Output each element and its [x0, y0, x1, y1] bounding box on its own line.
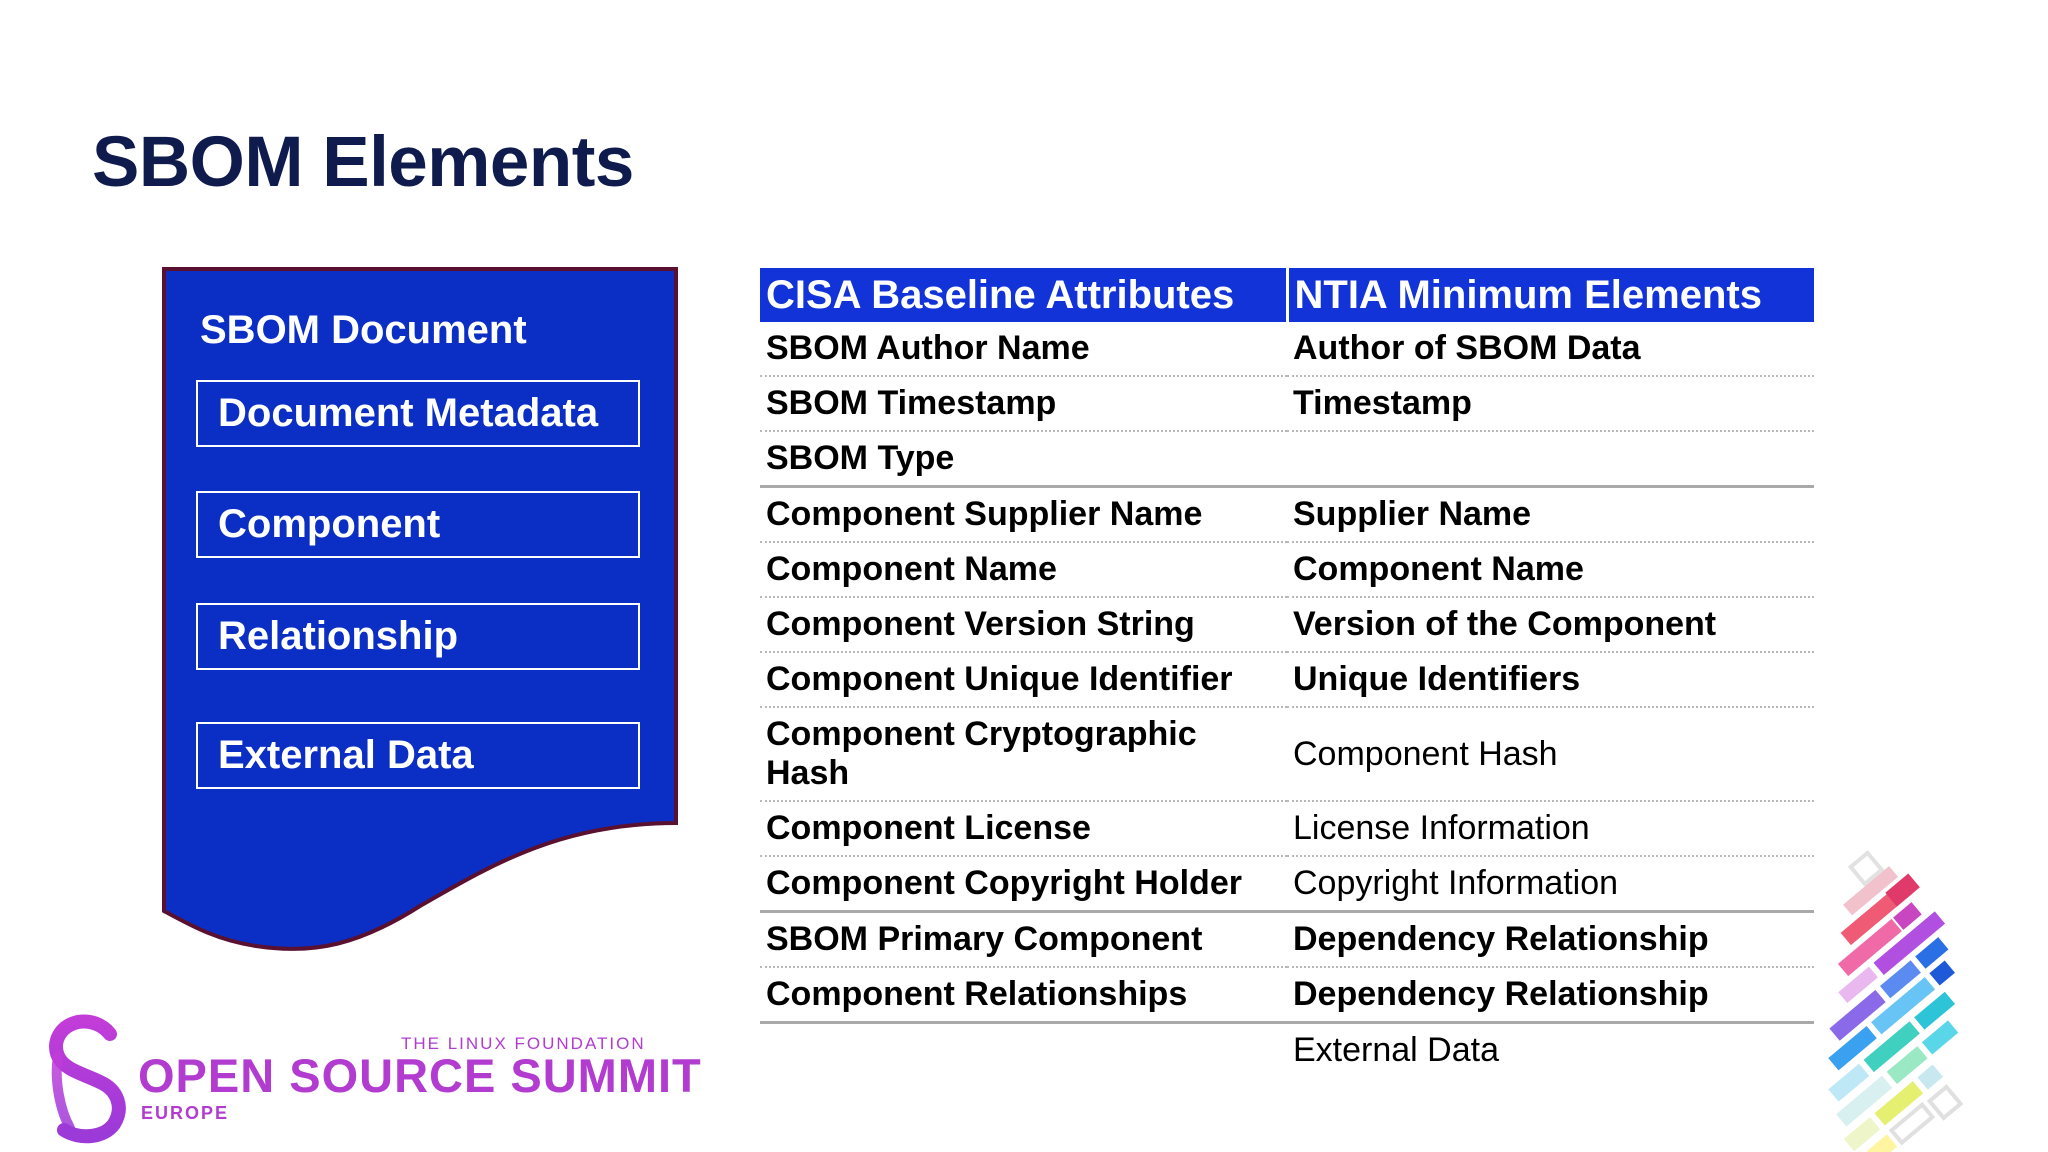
cisa-cell: Component Unique Identifier	[760, 652, 1287, 707]
table-row	[760, 1023, 1814, 1078]
table-row	[760, 322, 1814, 376]
ntia-cell	[1287, 431, 1814, 487]
ntia-cell: Unique Identifiers	[1287, 652, 1814, 707]
ntia-cell: Version of the Component	[1287, 597, 1814, 652]
header-cisa-baseline: CISA Baseline Attributes	[760, 268, 1287, 322]
ntia-cell: External Data	[1293, 1031, 1499, 1069]
table-row	[760, 707, 1814, 801]
external-data-box: External Data	[196, 722, 640, 789]
open-source-summit-logo-icon	[40, 1010, 140, 1150]
table-row	[760, 967, 1814, 1023]
table-row	[760, 856, 1814, 912]
ntia-cell: Component Name	[1287, 542, 1814, 597]
table-row	[760, 431, 1814, 487]
table-row	[760, 912, 1814, 968]
cisa-cell: SBOM Timestamp	[760, 376, 1287, 431]
component-box: Component	[196, 491, 640, 558]
ntia-cell: Copyright Information	[1287, 856, 1814, 912]
logo-foundation-text: THE LINUX FOUNDATION	[401, 1034, 646, 1053]
table-row	[760, 487, 1814, 543]
table-row	[760, 597, 1814, 652]
cisa-cell: SBOM Author Name	[760, 322, 1287, 376]
cisa-cell: Component Name	[760, 542, 1287, 597]
logo-name-text: OPEN SOURCE SUMMIT	[138, 1049, 702, 1102]
table-header-row	[760, 268, 1814, 322]
table-row	[760, 652, 1814, 707]
header-ntia-minimum: NTIA Minimum Elements	[1287, 268, 1814, 322]
cisa-cell: Component Copyright Holder	[760, 856, 1287, 912]
cisa-cell: Component Version String	[760, 597, 1287, 652]
logo-region-text: EUROPE	[141, 1103, 230, 1123]
cisa-cell: Component Cryptographic Hash	[760, 707, 1287, 801]
slide-title: SBOM Elements	[92, 123, 634, 202]
sbom-elements-table	[760, 268, 1814, 1077]
ntia-cell: Supplier Name	[1287, 487, 1814, 543]
sbom-document-title: SBOM Document	[200, 308, 527, 352]
table-row	[760, 801, 1814, 856]
relationship-box: Relationship	[196, 603, 640, 670]
ntia-cell: Dependency Relationship	[1287, 912, 1814, 968]
ntia-cell: Timestamp	[1287, 376, 1814, 431]
ntia-cell: License Information	[1287, 801, 1814, 856]
ntia-cell: Author of SBOM Data	[1287, 322, 1814, 376]
cisa-cell: SBOM Primary Component	[760, 912, 1287, 968]
cisa-cell: SBOM Type	[760, 431, 1287, 487]
cisa-cell: Component Relationships	[760, 967, 1287, 1023]
ntia-cell: Component Hash	[1287, 707, 1814, 801]
cisa-cell: Component License	[760, 801, 1287, 856]
cisa-cell: Component Supplier Name	[760, 487, 1287, 543]
cisa-cell	[760, 1023, 1287, 1078]
table-row	[760, 542, 1814, 597]
decorative-pattern-icon	[1760, 840, 2048, 1152]
document-metadata-box: Document Metadata	[196, 380, 640, 447]
ntia-cell: Dependency Relationship	[1287, 967, 1814, 1023]
table-row	[760, 376, 1814, 431]
